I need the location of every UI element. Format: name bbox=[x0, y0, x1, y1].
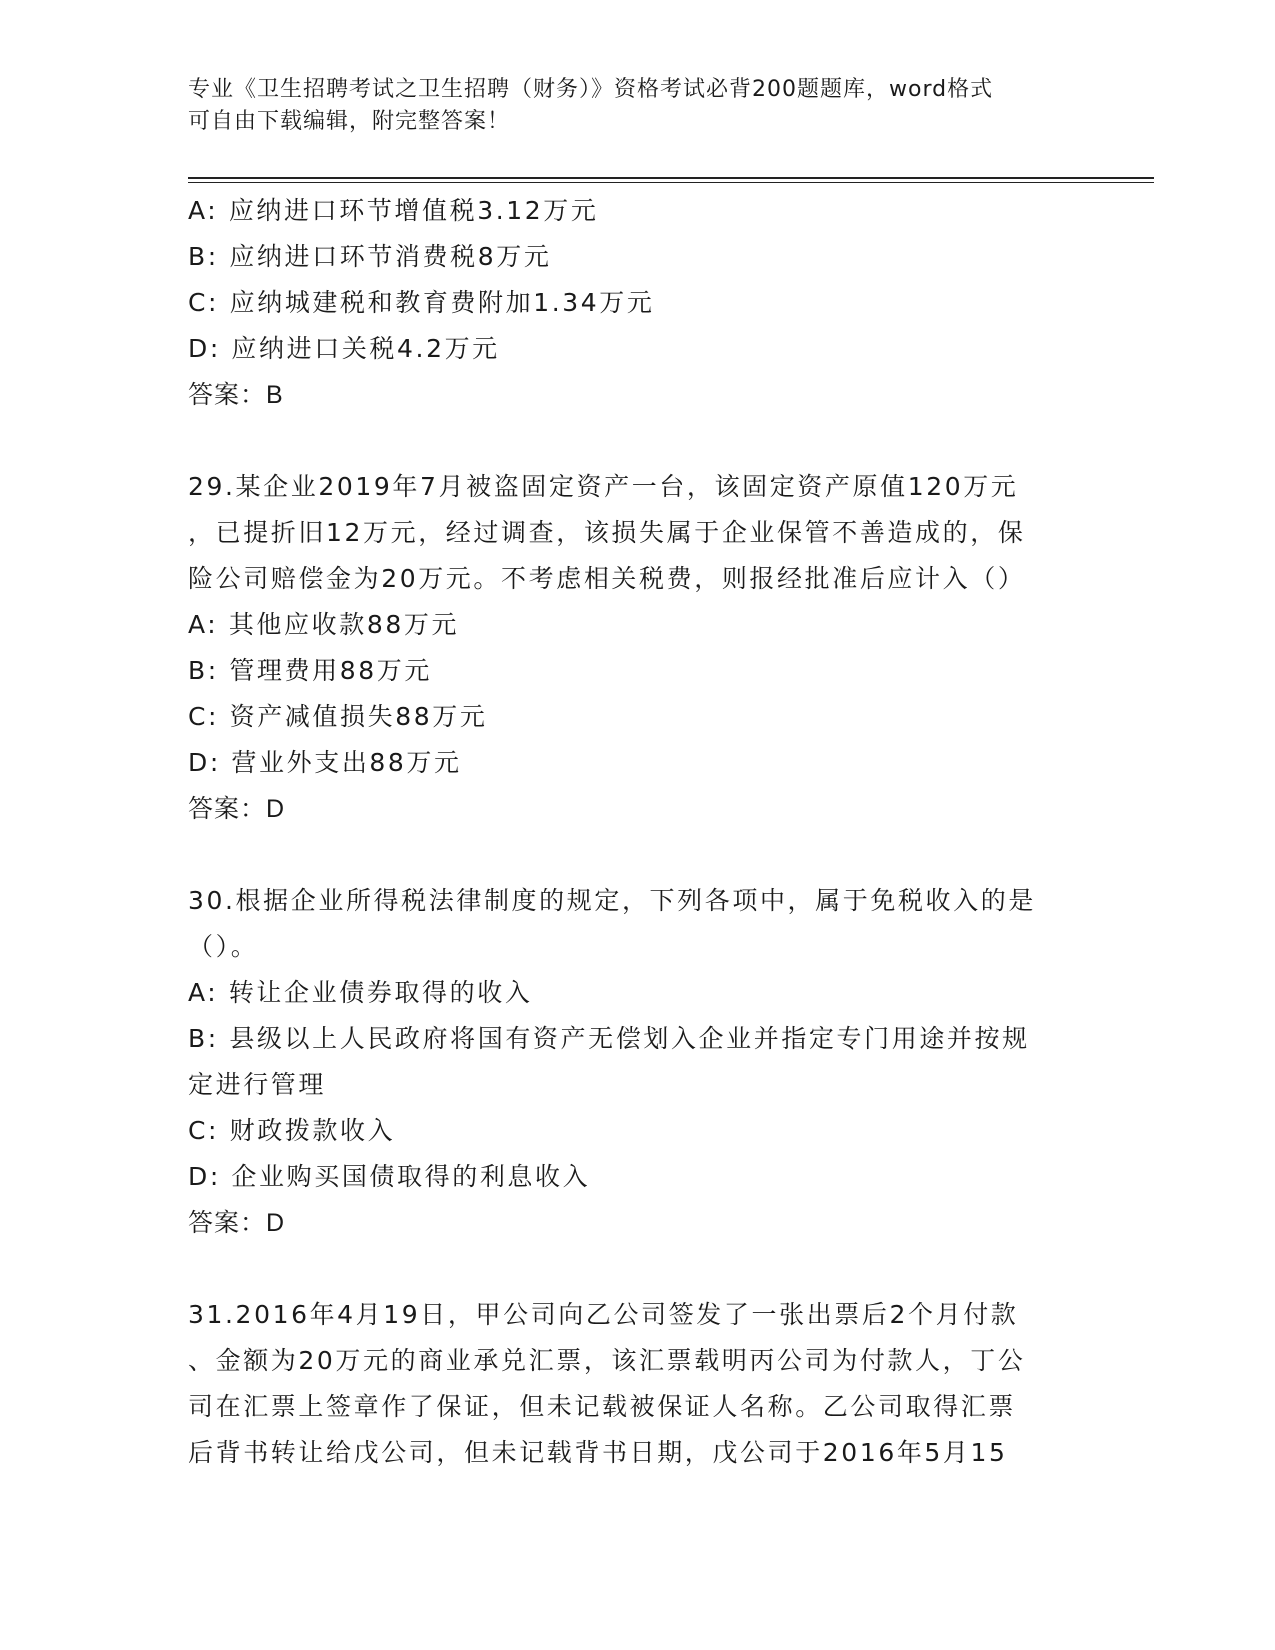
spacer bbox=[188, 1246, 1088, 1292]
page-header bbox=[188, 74, 1088, 138]
header-rule-thick bbox=[188, 177, 1154, 179]
option-c: C: 资产减值损失88万元 bbox=[188, 702, 488, 731]
question-text-line: 险公司赔偿金为20万元。不考虑相关税费，则报经批准后应计入（） bbox=[188, 564, 1026, 593]
answer: 答案：D bbox=[188, 795, 286, 823]
question-text-line: 后背书转让给戊公司，但未记载背书日期，戊公司于2016年5月15 bbox=[188, 1438, 1008, 1467]
option-b: B: 应纳进口环节消费税8万元 bbox=[188, 242, 552, 271]
header-line-2: 可自由下载编辑，附完整答案！ bbox=[188, 109, 511, 134]
option-a: A: 应纳进口环节增值税3.12万元 bbox=[188, 196, 599, 225]
question-28 bbox=[188, 188, 1088, 418]
option-d: D: 营业外支出88万元 bbox=[188, 748, 462, 777]
question-30 bbox=[188, 878, 1088, 1246]
answer: 答案：D bbox=[188, 1209, 286, 1237]
question-text-line: 29.某企业2019年7月被盗固定资产一台，该固定资产原值120万元 bbox=[188, 472, 1019, 501]
option-b-continued: 定进行管理 bbox=[188, 1070, 327, 1099]
option-a: A: 转让企业债券取得的收入 bbox=[188, 978, 533, 1007]
question-text-line: （）。 bbox=[188, 932, 259, 961]
option-a: A: 其他应收款88万元 bbox=[188, 610, 460, 639]
question-text-line: ，已提折旧12万元，经过调查，该损失属于企业保管不善造成的，保 bbox=[188, 518, 1026, 547]
question-text-line: 31.2016年4月19日，甲公司向乙公司签发了一张出票后2个月付款 bbox=[188, 1300, 1019, 1329]
spacer bbox=[188, 832, 1088, 878]
option-c: C: 财政拨款收入 bbox=[188, 1116, 396, 1145]
option-d: D: 应纳进口关税4.2万元 bbox=[188, 334, 500, 363]
question-text-line: 司在汇票上签章作了保证，但未记载被保证人名称。乙公司取得汇票 bbox=[188, 1392, 1017, 1421]
option-d: D: 企业购买国债取得的利息收入 bbox=[188, 1162, 591, 1191]
question-text-line: 、金额为20万元的商业承兑汇票，该汇票载明丙公司为付款人，丁公 bbox=[188, 1346, 1026, 1375]
header-rule-thin bbox=[188, 182, 1154, 183]
option-b: B: 县级以上人民政府将国有资产无偿划入企业并指定专门用途并按规 bbox=[188, 1024, 1030, 1053]
question-content bbox=[188, 188, 1088, 1476]
header-line-1: 专业《卫生招聘考试之卫生招聘（财务）》资格考试必背200题题库，word格式 bbox=[188, 77, 994, 102]
option-c: C: 应纳城建税和教育费附加1.34万元 bbox=[188, 288, 655, 317]
option-b: B: 管理费用88万元 bbox=[188, 656, 432, 685]
spacer bbox=[188, 418, 1088, 464]
question-31 bbox=[188, 1292, 1088, 1476]
answer: 答案：B bbox=[188, 381, 284, 409]
question-29 bbox=[188, 464, 1088, 832]
question-text-line: 30.根据企业所得税法律制度的规定，下列各项中，属于免税收入的是 bbox=[188, 886, 1036, 915]
